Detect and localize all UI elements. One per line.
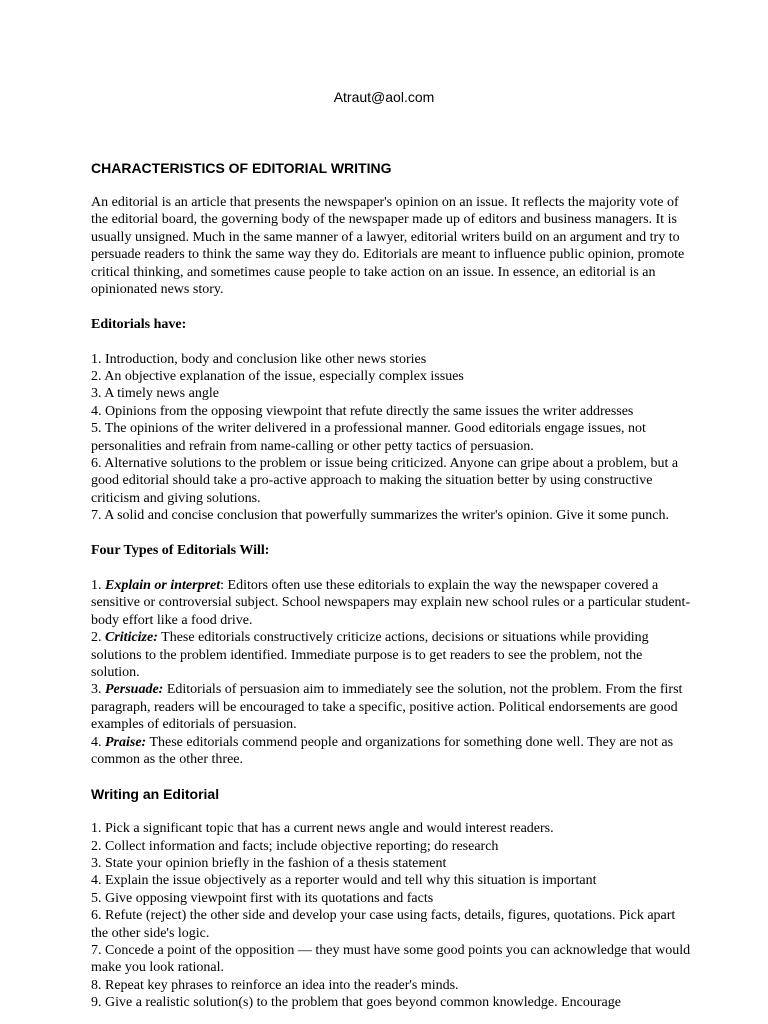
list-item: 5. Give opposing viewpoint first with its quotations and facts — [91, 890, 434, 906]
list-item: 3. State your opinion briefly in the fashion of a thesis statement — [91, 855, 447, 871]
item-text: Editors often use these editorials to explain the way the newspaper covered a sensitive or controversial subject. School newspapers may explain new school rules or a particular student-body effort like a food drive. — [91, 577, 691, 628]
list-item: 6. Alternative solutions to the problem or issue being criticized. Anyone can gripe about a problem, but a good editorial should take a pro-active approach to making the situation better by using constructive criticism and giving solutions. — [91, 456, 679, 506]
spacer — [91, 768, 691, 785]
editorials-have-list — [91, 351, 691, 525]
list-item — [91, 681, 691, 733]
editorials-have-heading: Editorials have: — [91, 316, 187, 332]
spacer — [91, 333, 691, 350]
editorial-type-term: Explain or interpret — [105, 577, 221, 593]
document-body — [91, 160, 691, 1012]
list-item: 1. Introduction, body and conclusion like other news stories — [91, 351, 427, 367]
list-item: 9. Give a realistic solution(s) to the problem that goes beyond common knowledge. Encourage — [91, 995, 621, 1011]
writing-steps-list — [91, 820, 691, 1011]
intro-paragraph: An editorial is an article that presents the newspaper's opinion on an issue. It reflects the majority vote of the editorial board, the governing body of the newspaper made up of editors and business managers. It is usually unsigned. Much in the same manner of a lawyer, editorial writers build on an argument and try to persuade readers to think the same way they do. Editorials are meant to influence public opinion, promote critical thinking, and sometimes cause people to take action on an issue. In essence, an editorial is an opinionated news story. — [91, 195, 685, 298]
item-number: 1. — [91, 577, 105, 593]
item-separator: : — [220, 577, 228, 593]
item-number: 4. — [91, 734, 105, 750]
item-text: These editorials commend people and organizations for something done well. They are not as common as the other three. — [91, 734, 674, 767]
spacer — [91, 177, 691, 194]
list-item: 1. Pick a significant topic that has a current news angle and would interest readers. — [91, 821, 554, 837]
list-item: 5. The opinions of the writer delivered in a professional manner. Good editorials engage issues, not personalities and refrain from name-calling or other petty tactics of persuasion. — [91, 421, 646, 454]
item-text: These editorials constructively criticize actions, decisions or situations while providing solutions to the problem identified. Immediate purpose is to get readers to see the problem, not the solution. — [91, 630, 649, 680]
item-number: 2. — [91, 630, 105, 646]
list-item — [91, 734, 691, 769]
list-item — [91, 629, 691, 681]
list-item: 8. Repeat key phrases to reinforce an idea into the reader's minds. — [91, 977, 459, 993]
spacer — [91, 803, 691, 820]
four-types-list — [91, 577, 691, 768]
list-item: 2. Collect information and facts; include objective reporting; do research — [91, 838, 499, 854]
list-item: 4. Opinions from the opposing viewpoint that refute directly the same issues the writer addresses — [91, 403, 634, 419]
item-number: 3. — [91, 682, 105, 698]
item-text: Editorials of persuasion aim to immediately see the solution, not the problem. From the first paragraph, readers will be encouraged to take a specific, positive action. Political endorsements are good examples of editorials of persuasion. — [91, 682, 683, 733]
editorial-type-term: Praise: — [105, 734, 147, 750]
list-item: 3. A timely news angle — [91, 386, 219, 402]
spacer — [91, 525, 691, 542]
list-item: 4. Explain the issue objectively as a reporter would and tell why this situation is important — [91, 873, 597, 889]
list-item: 6. Refute (reject) the other side and develop your case using facts, details, figures, quotations. Pick apart the other side's logic. — [91, 908, 676, 941]
spacer — [91, 559, 691, 576]
list-item: 7. A solid and concise conclusion that powerfully summarizes the writer's opinion. Give it some punch. — [91, 508, 669, 524]
editorial-type-term: Persuade: — [105, 682, 164, 698]
author-email: Atraut@aol.com — [333, 89, 435, 105]
writing-heading: Writing an Editorial — [91, 785, 220, 802]
editorial-type-term: Criticize: — [105, 630, 158, 646]
list-item: 2. An objective explanation of the issue, especially complex issues — [91, 369, 464, 385]
document-title: CHARACTERISTICS OF EDITORIAL WRITING — [91, 160, 392, 176]
four-types-heading: Four Types of Editorials Will: — [91, 543, 270, 559]
list-item: 7. Concede a point of the opposition — they must have some good points you can acknowledge that would make you look rational. — [91, 942, 691, 976]
list-item — [91, 577, 691, 629]
spacer — [91, 298, 691, 315]
